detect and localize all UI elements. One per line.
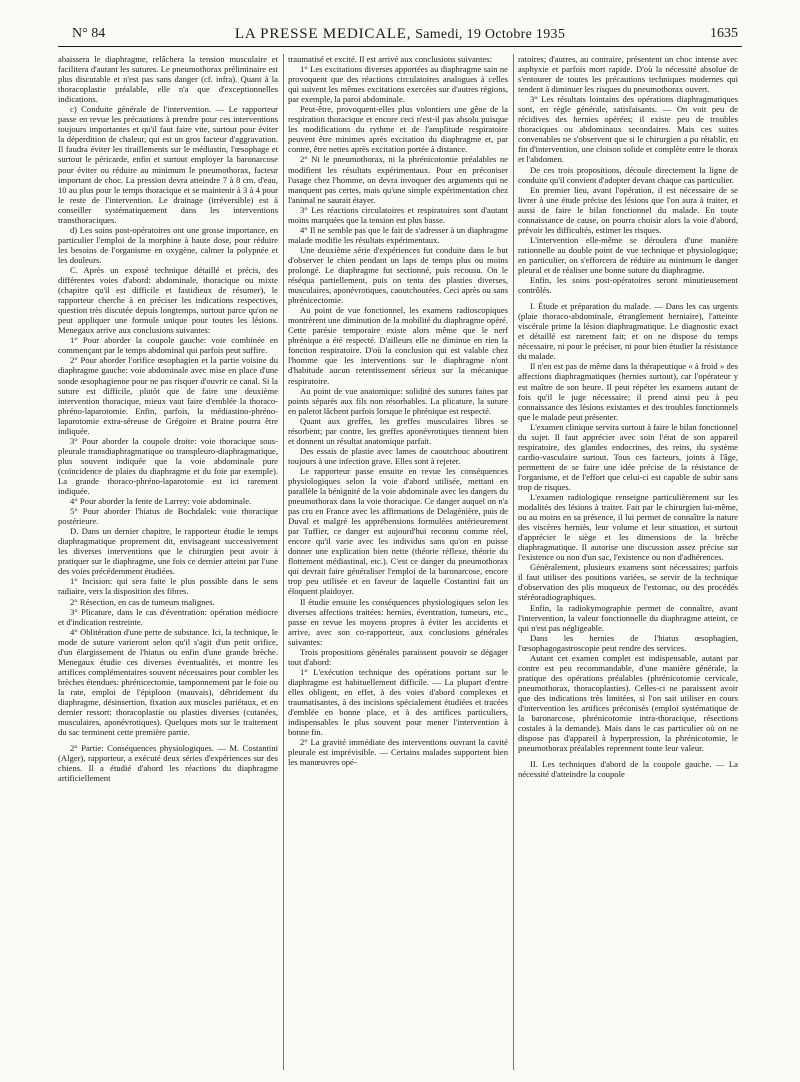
paragraph: L'examen clinique servira surtout à faire le bilan fonctionnel du sujet. Il faut apprécier avec soin l'état de son appareil respiratoire, des glandes endocrines, des reins, du système cardio-vasculaire surtout. Tous ces facteurs, joints à l'âge, permettent de se faire une idée précise de la résistance de l'organisme, et de l'effort que celui-ci est capable de subir sans trop de risques.: [518, 421, 738, 492]
paragraph: 2° Ni le pneumothorax, ni la phrénicotomie préalables ne modifient les résultats expérimentaux. Pour en préconiser l'usage chez l'homme, on devra invoquer des arguments qui ne manquent pas certes, mais qu'une simple expérimentation chez l'animal ne saurait étayer.: [288, 154, 508, 205]
paragraph: 4° Pour aborder la fente de Larrey: voie abdominale.: [70, 496, 252, 507]
issue-date: Samedi, 19 Octobre 1935: [415, 27, 566, 42]
column-2: [288, 54, 508, 1070]
paragraph: Quant aux greffes, les greffes musculaires libres se résorbent; par contre, les greffes aponévrotiques tiennent bien et donnent un résultat anatomique parfait.: [288, 415, 508, 446]
paragraph: c) Conduite générale de l'intervention. — Le rapporteur passe en revue les précautions à prendre pour ces interventions toujours importantes et qu'il faut faire vite, surtout pour éviter la déperdition de chaleur, qui est un gros facteur d'aggravation. Il faudra éviter les tiraillements sur le médiastin, l'œsophage et surtout le péricarde, enfin et surtout employer la baronarcose pour éviter ou réduire au minimum le pneumothorax, facteur important de choc. La pression devra atteindre 7 à 8 cm. d'eau, 10 au plus pour le temps thoracique et se maintenir à 3 à 4 pour le reste de l'intervention. Le drainage (irréversible) est à conseiller systématiquement dans les interventions transthoraciques.: [58, 104, 278, 225]
paragraph: d) Les soins post-opératoires ont une grosse importance, en particulier l'emploi de la morphine à haute dose, pour réduire les besoins de l'organisme en oxygène, calmer la polypnée et les douleurs.: [58, 224, 278, 265]
paragraph: Il étudie ensuite les conséquences physiologiques selon les diverses affections traitées: hernies, éventration, tumeurs, etc., passe en revue les moyens propres à éviter les accidents et arrive, avec son co-rapporteur, aux conclusions générales suivantes:: [288, 596, 508, 647]
paragraph: C. Après un exposé technique détaillé et précis, des différentes voies d'abord: abdominale, thoracique ou mixte (chapitre qu'il est difficile et fastidieux de résumer), le rapporteur cherche à en préciser les indications respectives, question très discutée depuis longtemps, surtout parce qu'on ne peut appliquer une formule unique pour toutes les lésions. Menegaux arrive aux conclusions suivantes:: [58, 264, 278, 336]
paragraph: L'examen radiologique renseigne particulièrement sur les modalités des lésions à traiter. Fait par le chirurgien lui-même, ou au moins en sa présence, il lui permet de connaître la nature des viscères herniés, leur volume et leur situation, et surtout d'apprécier le siège et les dimensions de la brèche diaphragmatique. Il autorise une discussion assez précise sur l'existence ou non d'un sac, l'existence ou non d'adhérences.: [518, 492, 738, 563]
column-divider: [513, 54, 514, 1070]
page-number: 1635: [710, 26, 738, 41]
paragraph: Des essais de plastie avec lames de caoutchouc aboutirent toujours à une infection grave. Elles sont à rejeter.: [288, 445, 508, 466]
paragraph: II. Les techniques d'abord de la coupole gauche. — La nécessité d'atteindre la coupole: [518, 759, 738, 780]
paragraph: En premier lieu, avant l'opération, il est nécessaire de se livrer à une étude précise des lésions que l'on aura à traiter, et aussi de faire le bilan fonctionnel du malade. En toute connaissance de cause, on pourra choisir alors la voie d'abord, prévoir les difficultés, estimer les risques.: [518, 184, 738, 235]
paragraph: Enfin, les soins post-opératoires seront minutieusement contrôlés.: [518, 275, 738, 296]
journal-title: LA PRESSE MEDICALE,: [234, 26, 412, 42]
paragraph: 2° La gravité immédiate des interventions ouvrant la cavité pleurale est imprévisible. — Certains malades supportent bien les manœuvres opé-: [288, 737, 508, 768]
paragraph: 1° Les excitations diverses apportées au diaphragme sain ne provoquent que des réactions circulatoires analogues à celles qui suivent les mêmes excitations exercées sur d'autres régions, par exemple, la paroi abdominale.: [288, 64, 508, 105]
paragraph: Autant cet examen complet est indispensable, autant par contre est peu recommandable, d'une manière générale, la pratique des opérations préalables (phrénicotomie cervicale, pneumothorax, thoracoplasties). Celles-ci ne paraissent avoir que des indications très limitées, si l'on sait utiliser en cours d'intervention les artifices préconisés (emploi systématique de la baronarcose, phrénicotomie intra-thoracique, résections costales à la demande). Mais dans le cas particulier où on ne dispose pas d'appareil à hyperpression, la phrénicotomie, le pneumothorax préalables reprennent toute leur valeur.: [518, 652, 738, 754]
running-header: [58, 20, 742, 47]
paragraph: 1° Pour aborder la coupole gauche: voie combinée en commençant par le temps abdominal qui parfois peut suffire.: [58, 335, 278, 356]
paragraph: 3° Plicature, dans le cas d'éventration: opération médiocre et d'indication restreinte.: [58, 606, 278, 627]
paragraph: 3° Pour aborder la coupole droite: voie thoracique sous-pleurale transdiaphragmatique ou transpleuro-diaphragmatique, plus souvent indiquée que la voie abdominale pure (coïncidence de plaies du diaphragme et du foie par exemple). La grande thoraco-phréno-laparotomie est ici rarement indiquée.: [58, 435, 278, 497]
paragraph: 4° Oblitération d'une perte de substance. Ici, la technique, le mode de suture varieront selon qu'il s'agit d'un petit orifice, d'un élargissement de l'hiatus ou enfin d'une grande brèche. Menegaux étudie ces diverses éventualités, et montre les artifices complémentaires souvent nécessaires pour combler les brèches étendues: phrénicectomie, tamponnement par le foie ou la rate, emploi de l'épiploon (mauvais), débridement du diaphragme, désinsertion, fixation aux muscles pariétaux, et en dernier ressort: thoracoplastie ou plasties diverses (cutanées, musculaires, aponévrotiques). Quelques mots sur le traitement du sac terminent cette première partie.: [58, 626, 278, 738]
paragraph: 3° Les réactions circulatoires et respiratoires sont d'autant moins marquées que la tension est plus basse.: [288, 204, 508, 225]
paragraph: traumatisé et excité. Il est arrivé aux conclusions suivantes:: [288, 54, 493, 64]
paragraph: Il n'en est pas de même dans la thérapeutique « à froid » des affections diaphragmatiques (hernies surtout), car l'opérateur y est maître de son heure. Il peut répéter les examens autant de fois qu'il le juge nécessaire; il prend ainsi peu à peu connaissance des lésions existantes et des troubles fonctionnels que le malade peut présenter.: [518, 361, 738, 422]
paragraph: abaissera le diaphragme, relâchera la tension musculaire et facilitera d'autant les sutures. Le pneumothorax préliminaire est plus discutable et n'est pas sans danger (cf. infra). Quant à la thoracoplastie préalable, elle n'a que d'exceptionnelles indications.: [58, 54, 278, 105]
paragraph: Généralement, plusieurs examens sont nécessaires; parfois il faut utiliser des positions variées, se servir de la technique d'observation des plis muqueux de l'estomac, ou des procédés stéréoradiographiques.: [518, 562, 738, 603]
column-divider: [283, 54, 284, 1070]
paragraph: Enfin, la radiokymographie permet de connaître, avant l'intervention, la valeur fonctionnelle du diaphragme atteint, ce qui n'est pas négligeable.: [518, 602, 738, 633]
column-3: [518, 54, 738, 1070]
paragraph: 1° L'exécution technique des opérations portant sur le diaphragme est habituellement difficile. — La plupart d'entre elles obligent, en effet, à des voies d'abord complexes et traumatisantes, à des incisions spécialement étudiées et tracées d'emblée en bonne place, et à des artifices particuliers, indispensables le plus souvent pour mener l'intervention à bonne fin.: [288, 666, 508, 738]
paragraph: Trois propositions générales paraissent pouvoir se dégager tout d'abord:: [288, 646, 508, 667]
paragraph: I. Étude et préparation du malade. — Dans les cas urgents (plaie thoraco-abdominale, étranglement herniaire), l'atteinte viscérale prime la lésion diaphragmatique. Le diagnostic exact et détaillé est rarement fait; et on ne dispose du temps nécessaire, ni pour le préciser, ni pour bien étudier la résistance du malade.: [518, 301, 738, 362]
paragraph: 2° Partie: Conséquences physiologiques. — M. Costantini (Alger), rapporteur, a exécuté deux séries d'expériences sur des chiens. Il a étudié d'abord les réactions du diaphragme artificiellement: [58, 743, 278, 784]
paragraph: L'intervention elle-même se déroulera d'une manière rationnelle au double point de vue technique et physiologique; en particulier, on s'efforcera de réduire au minimum le danger pleural et de réaliser une bonne suture du diaphragme.: [518, 234, 738, 275]
paragraph: Peut-être, provoquent-elles plus volontiers une gêne de la respiration thoracique et encore ceci n'est-il pas absolu puisque les modifications du rythme et de l'amplitude respiratoire peuvent être minimes après excitation du diaphragme et, par contre, être nettes après excitation portée à distance.: [288, 104, 508, 155]
column-1: [58, 54, 278, 1070]
paragraph: D. Dans un dernier chapitre, le rapporteur étudie le temps diaphragmatique proprement dit, envisageant successivement les diverses interventions que le chirurgien peut avoir à pratiquer sur le diaphragme, une fois ce dernier atteint par l'une des voies précédemment étudiées.: [58, 526, 278, 577]
paragraph: 3° Les résultats lointains des opérations diaphragmatiques sont, en règle générale, satisfaisants. — On voit peu de récidives des hernies opérées; il existe peu de troubles thoraciques ou abdominaux secondaires. Mais ces suites convenables ne s'observent que si le chirurgien a pu rétablir, en fin d'intervention, une cloison solide et complète entre le thorax et l'abdomen.: [518, 94, 738, 165]
issue-number: N° 84: [72, 26, 106, 41]
paragraph: Une deuxième série d'expériences fut conduite dans le but d'observer le chien pendant un laps de temps plus ou moins prolongé. Le diaphragme fut sectionné, puis recousu. On le réséqua partiellement, puis on tenta des plasties diverses, musculaires, aponévrotiques, caoutchoutées. Ceci après ou sans phrénicectomie.: [288, 244, 508, 306]
paragraph: 2° Pour aborder l'orifice œsophagien et la partie voisine du diaphragme gauche: voie abdominale avec mise en place d'une sonde œsophagienne pour ne pas risquer d'ouvrir ce canal. Si la suture est difficile, plutôt que de faire une deuxième intervention thoracique, mieux vaut faire d'emblée la thoraco-phréno-laparotomie. Enfin, parfois, la médiastino-phréno-laparotomie extra-séreuse de Grégoire et Braine pourra être indiquée.: [58, 355, 278, 436]
paragraph: 4° Il ne semble pas que le fait de s'adresser à un diaphragme malade modifie les résultats expérimentaux.: [288, 224, 508, 245]
paragraph: Au point de vue fonctionnel, les examens radioscopiques montrèrent une diminution de la mobilité du diaphragme opéré. Cette parésie temporaire existe alors même que le nerf phrénique a été respecté. D'ailleurs elle ne diminue en rien la fonction respiratoire. D'où la conclusion qui est valable chez l'homme que les interventions sur le diaphragme n'ont d'habitude aucun retentissement sérieux sur la mécanique respiratoire.: [288, 305, 508, 386]
paragraph: Au point de vue anatomique: solidité des sutures faites par points séparés aux fils non résorbables. La plicature, la suture en paletot lâchent parfois lorsque le phrénique est respecté.: [288, 385, 508, 416]
paragraph: De ces trois propositions, découle directement la ligne de conduite qu'il convient d'adopter devant chaque cas particulier.: [518, 164, 738, 185]
paragraph: 1° Incision: qui sera faite le plus possible dans le sens radiaire, vers la disposition des fibres.: [58, 576, 278, 597]
paragraph: Dans les hernies de l'hiatus œsophagien, l'œsophagogastroscopie peut rendre des services.: [518, 632, 738, 653]
paragraph: ratoires; d'autres, au contraire, présentent un choc intense avec asphyxie et parfois mort rapide. D'où la nécessité absolue de s'entourer de toutes les précautions techniques modernes qui tendent à diminuer les risques du pneumothorax ouvert.: [518, 54, 738, 95]
journal-masthead: [58, 26, 742, 43]
paragraph: 5° Pour aborder l'hiatus de Bochdalek: voie thoracique postérieure.: [58, 506, 278, 527]
article-body: [58, 54, 738, 1070]
paragraph: Le rapporteur passe ensuite en revue les conséquences physiologiques selon la voie d'abord utilisée, mettant en parallèle la bénignité de la voie abdominale avec les dangers du pneumothorax dans la voie thoracique. Ce danger auquel on n'a pas cru en France avec les affirmations de Delagénière, puis de Duval et malgré les appréhensions formulées antérieurement par Tuffier, ce danger est aujourd'hui reconnu comme réel, encore qu'il varie avec les individus sans qu'on en puisse donner une explication bien nette (théorie réflexe, théorie du flottement médiastinal, etc.). C'est ce danger du pneumothorax qui devrait faire généraliser l'emploi de la baronarcose, encore trop peu utilisée et en faveur de laquelle Costantini fait un éloquent plaidoyer.: [288, 465, 508, 597]
paragraph: 2° Résection, en cas de tumeurs malignes.: [70, 596, 215, 607]
